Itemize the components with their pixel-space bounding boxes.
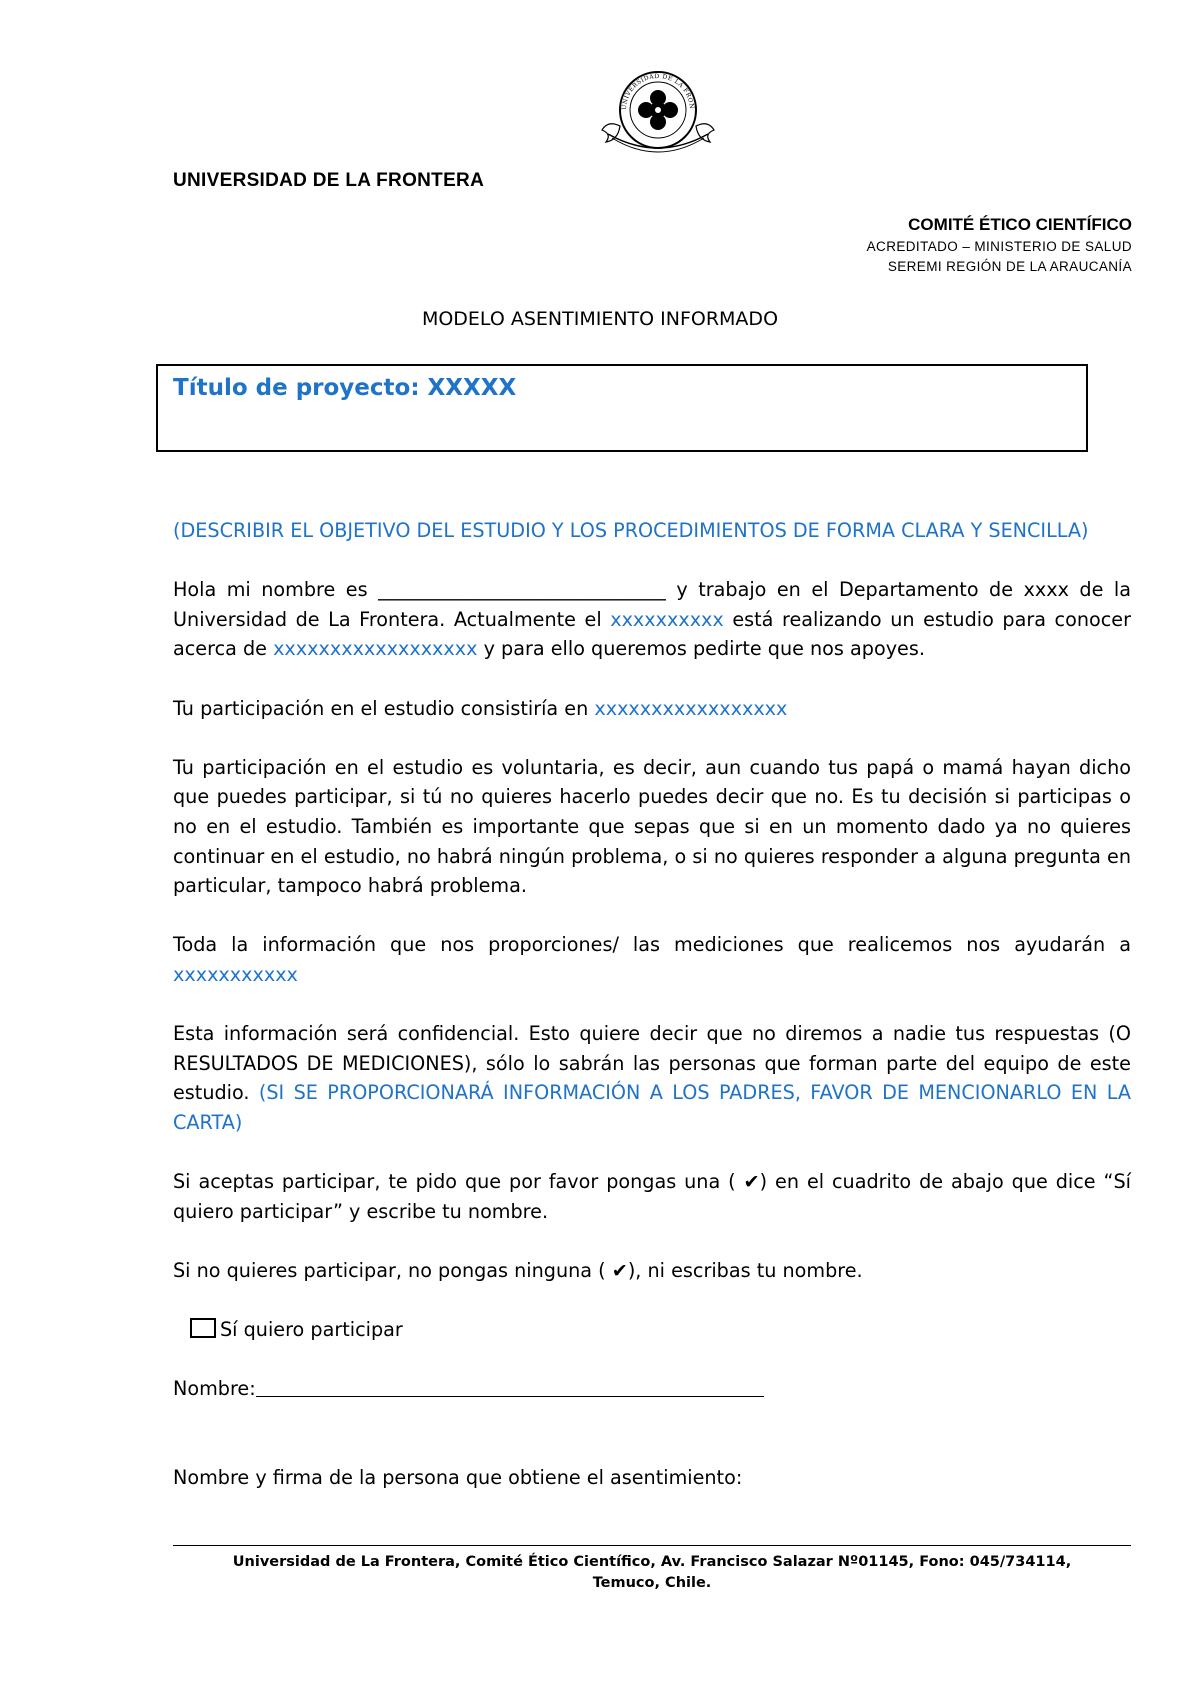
footer [160, 1552, 1144, 1594]
paragraph-participation [173, 694, 1131, 724]
name-blank: ______________________________ [378, 578, 666, 602]
committee-title: COMITÉ ÉTICO CIENTÍFICO [908, 215, 1132, 234]
intro-text-c: está realizando un estudio para conocer acerca de [173, 607, 1131, 661]
footer-city: Temuco, Chile. [592, 1575, 712, 1591]
paragraph-accept: Si aceptas participar, te pido que por favor pongas una ( ✔) en el cuadrito de abajo que dice “Sí quiero participar” y escribe tu nombre. [173, 1170, 1131, 1223]
project-title-box [156, 364, 1088, 452]
document-body [173, 516, 1131, 1522]
confidential-text: Esta información será confidencial. Esto quiere decir que no diremos a nadie tus respuestas (O RESULTADOS DE MEDICIONES), sólo lo sabrán las personas que forman parte del equipo de este estudio. [173, 1022, 1131, 1105]
committee-block [867, 215, 1132, 277]
signature-label: Nombre y firma de la persona que obtiene el asentimiento: [173, 1465, 743, 1489]
name-line[interactable] [256, 1396, 764, 1397]
footer-rule [173, 1545, 1131, 1546]
footer-address: Universidad de La Frontera, Comité Ético Científico, Av. Francisco Salazar Nº01145, Fono: 045/734114, [232, 1554, 1072, 1570]
paragraph-voluntary: Tu participación en el estudio es voluntaria, es decir, aun cuando tus papá o mamá hayan dicho que puedes participar, si tú no quieres hacerlo puedes decir que no. Es tu decisión si participas o no en el estudio. También es importante que sepas que si en un momento dado ya no quieres continuar en el estudio, no habrá ningún problema, o si no quieres responder a alguna pregunta en particular, tampoco habrá problema. [173, 755, 1131, 898]
consent-checkbox[interactable] [190, 1318, 216, 1338]
consent-checkbox-row [173, 1315, 1131, 1345]
paragraph-information-use [173, 930, 1131, 989]
university-seal-logo [598, 68, 718, 162]
consent-checkbox-label: Sí quiero participar [220, 1318, 403, 1342]
intro-text-a: Hola mi nombre es [173, 578, 379, 602]
parents-note: (SI SE PROPORCIONARÁ INFORMACIÓN A LOS PADRES, FAVOR DE MENCIONARLO EN LA CARTA) [173, 1081, 1131, 1134]
paragraph-decline: Si no quieres participar, no pongas ninguna ( ✔), ni escribas tu nombre. [173, 1258, 863, 1282]
placeholder-help: xxxxxxxxxxx [173, 962, 298, 986]
committee-accreditation: ACREDITADO – MINISTERIO DE SALUD [866, 239, 1132, 254]
placeholder-topic: xxxxxxxxxxxxxxxxxx [273, 637, 478, 661]
information-use-text: Toda la información que nos proporciones/ las mediciones que realicemos nos ayudarán a [173, 933, 1131, 957]
project-title: Título de proyecto: XXXXX [173, 375, 517, 401]
paragraph-intro [173, 575, 1131, 664]
intro-text-d: y para ello queremos pedirte que nos apoyes. [477, 637, 925, 661]
participation-text: Tu participación en el estudio consistiría en [173, 696, 595, 720]
intro-text-b: y trabajo en el Departamento de xxxx de la Universidad de La Frontera. Actualmente el [173, 578, 1131, 631]
document-title: MODELO ASENTIMIENTO INFORMADO [421, 308, 779, 330]
paragraph-confidential [173, 1019, 1131, 1137]
seal-text: UNIVERSIDAD DE LA FRON [620, 72, 696, 111]
name-label: Nombre: [173, 1377, 256, 1401]
placeholder-participation: xxxxxxxxxxxxxxxxx [594, 696, 788, 720]
name-row [173, 1374, 1131, 1404]
committee-region: SEREMI REGIÓN DE LA ARAUCANÍA [887, 259, 1132, 274]
placeholder-department: xxxxxxxxxx [610, 607, 724, 631]
university-name: UNIVERSIDAD DE LA FRONTERA [173, 170, 485, 191]
instruction-text: (DESCRIBIR EL OBJETIVO DEL ESTUDIO Y LOS PROCEDIMIENTOS DE FORMA CLARA Y SENCILLA) [173, 519, 1089, 542]
